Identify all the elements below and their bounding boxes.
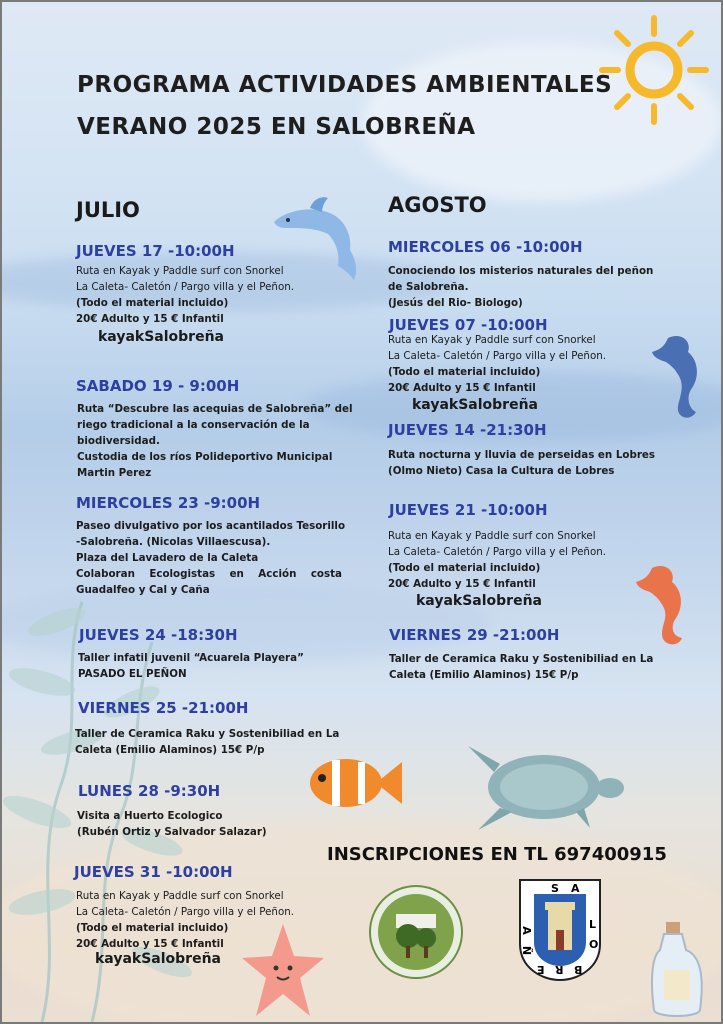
event-date: VIERNES 29 -21:00H [389,626,560,644]
event-line: Martin Perez [77,467,152,479]
shield-letter: A [519,926,533,935]
event-date: MIERCOLES 06 -10:00H [388,238,583,256]
event-description [389,651,661,683]
kayak-brand-label: kayakSalobreña [416,593,542,609]
shield-letter: E [537,963,545,976]
event-line: Ruta nocturna y lluvia de perseidas en Lobres [388,449,656,461]
event-line: Conociendo los misterios naturales del peñon [388,265,654,277]
event-line: (Todo el material incluido) [76,297,229,309]
event-line: Colaboran Ecologistas en Acción costa [76,568,342,580]
event-description [388,447,663,479]
event-line: Ruta “Descubre las acequias de Salobreña” del [77,403,353,415]
event-date: MIERCOLES 23 -9:00H [76,494,261,512]
event-date: JUEVES 31 -10:00H [74,863,233,881]
event-line: (Rubén Ortiz y Salvador Salazar) [77,826,267,838]
event-description [77,401,353,481]
event-line: (Jesús del Rio- Biologo) [388,297,523,309]
sun-icon [598,14,710,126]
kayak-brand-label: kayakSalobreña [95,951,221,967]
poster-title-line1: PROGRAMA ACTIVIDADES AMBIENTALES [77,72,613,98]
shield-letter: R [555,963,564,976]
month-header-julio: JULIO [76,198,140,222]
event-line: Taller de Ceramica Raku y Sostenibiliad en La [389,653,654,665]
event-line: 20€ Adulto y 15 € Infantil [76,313,224,325]
shield-letter: S [551,882,559,895]
event-line: (Todo el material incluido) [388,562,541,574]
event-line: 20€ Adulto y 15 € Infantil [388,382,536,394]
shield-letter: A [571,882,580,895]
poster-title-line2: VERANO 2025 EN SALOBREÑA [77,114,476,140]
event-line: Visita a Huerto Ecologico [77,810,223,822]
event-date: JUEVES 24 -18:30H [79,626,238,644]
event-line: PASADO EL PEÑON [78,668,187,680]
event-line: 20€ Adulto y 15 € Infantil [388,578,536,590]
event-line: biodiversidad. [77,435,160,447]
event-line: Caleta (Emilio Alaminos) 15€ P/p [75,744,265,756]
shield-letter: O [589,938,599,951]
event-description [76,263,356,327]
event-line: -Salobreña. (Nicolas Villaescusa). [76,536,271,548]
event-line: Ruta en Kayak y Paddle surf con Snorkel [76,890,284,902]
event-description [75,726,345,758]
event-line: Plaza del Lavadero de la Caleta [76,552,259,564]
kayak-brand-label: kayakSalobreña [412,397,538,413]
event-line: Ruta en Kayak y Paddle surf con Snorkel [388,334,596,346]
event-line: (Todo el material incluido) [76,922,229,934]
event-line: de Salobreña. [388,281,469,293]
event-description [388,263,663,311]
event-date: VIERNES 25 -21:00H [78,699,249,717]
event-line: La Caleta- Caletón / Pargo villa y el Peñon. [76,281,295,293]
event-date: JUEVES 14 -21:30H [388,421,547,439]
shield-letter: Ñ [520,945,534,956]
clownfish-icon [306,754,402,812]
event-date: SABADO 19 - 9:00H [76,377,240,395]
event-line: 20€ Adulto y 15 € Infantil [76,938,224,950]
event-date: JUEVES 07 -10:00H [389,316,548,334]
event-description [76,518,346,598]
kayak-brand-label: kayakSalobreña [98,329,224,345]
event-line: (Olmo Nieto) Casa la Cultura de Lobres [388,465,615,477]
event-date: JUEVES 17 -10:00H [76,242,235,260]
event-description [388,528,648,592]
event-line: Taller de Ceramica Raku y Sostenibiliad en La [75,728,340,740]
event-line: Ruta en Kayak y Paddle surf con Snorkel [76,265,284,277]
event-line: La Caleta- Caletón / Pargo villa y el Peñon. [76,906,295,918]
association-logo [368,884,464,980]
event-line: Guadalfeo y Cal y Caña [76,584,210,596]
event-line: Ruta en Kayak y Paddle surf con Snorkel [388,530,596,542]
registration-phone: INSCRIPCIONES EN TL 697400915 [327,844,667,865]
event-line: La Caleta- Caletón / Pargo villa y el Peñon. [388,546,607,558]
shield-letter: L [589,918,597,931]
seahorse-icon [650,332,710,424]
event-description [388,332,648,396]
event-date: LUNES 28 -9:30H [78,782,221,800]
event-line: La Caleta- Caletón / Pargo villa y el Peñon. [388,350,607,362]
event-description [76,888,356,952]
event-line: Caleta (Emilio Alaminos) 15€ P/p [389,669,579,681]
shield-letter: B [574,963,583,976]
event-line: (Todo el material incluido) [388,366,541,378]
event-line: Custodia de los ríos Polideportivo Municipal [77,451,333,463]
event-date: JUEVES 21 -10:00H [389,501,548,519]
event-line: Paseo divulgativo por los acantilados Tesorillo [76,520,346,532]
event-line: riego tradicional a la conservación de la [77,419,310,431]
event-description [77,808,337,840]
event-description [78,650,338,682]
bottle-icon [642,920,712,1020]
event-line: Taller infatil juvenil “Acuarela Playera” [78,652,304,664]
month-header-agosto: AGOSTO [388,193,487,217]
turtle-icon [464,742,626,832]
